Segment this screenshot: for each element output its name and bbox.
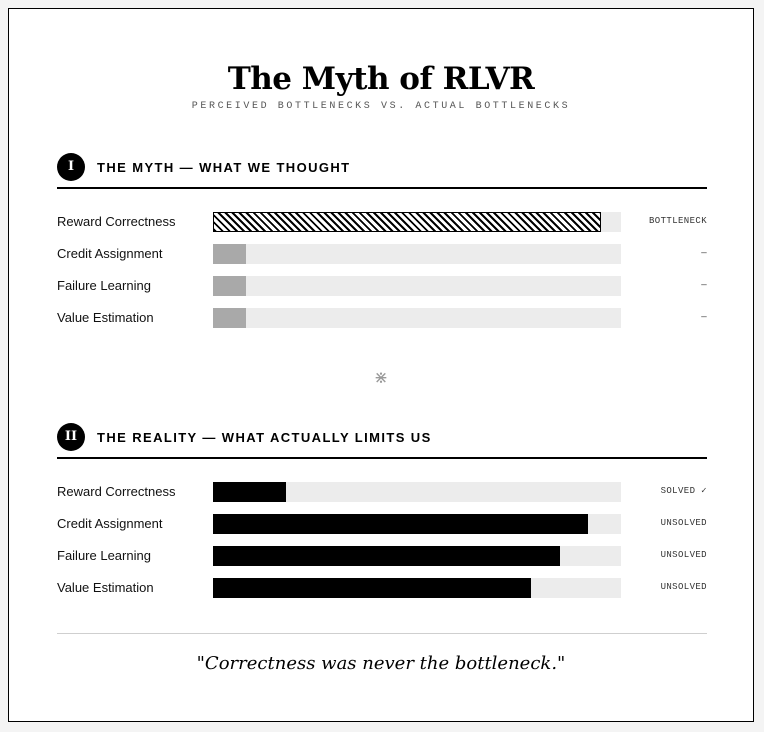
bar-fill [213, 308, 246, 328]
status-label: — [701, 248, 707, 258]
bar-track [213, 308, 621, 328]
bar-row [57, 546, 707, 566]
bar-fill [213, 578, 531, 598]
bar-track [213, 244, 621, 264]
bar-fill [213, 276, 246, 296]
bar-row [57, 308, 707, 328]
status-label: — [701, 280, 707, 290]
bar-track [213, 578, 621, 598]
bar-category-label: Value Estimation [57, 580, 154, 595]
bar-category-label: Reward Correctness [57, 214, 176, 229]
page-subtitle: PERCEIVED BOTTLENECKS VS. ACTUAL BOTTLENECKS [191, 101, 571, 112]
bar-fill [213, 212, 601, 232]
status-label: UNSOLVED [660, 550, 707, 560]
section-reality-title: THE REALITY — WHAT ACTUALLY LIMITS US [97, 430, 432, 445]
closing-quote: "Correctness was never the bottleneck." [196, 653, 566, 674]
section-reality-header [57, 423, 707, 459]
status-label: SOLVED ✓ [660, 486, 707, 496]
section-numeral-badge: I [57, 153, 85, 181]
bar-fill [213, 482, 286, 502]
footer-divider [57, 633, 707, 634]
section-numeral-badge: II [57, 423, 85, 451]
bar-category-label: Credit Assignment [57, 516, 163, 531]
bar-row [57, 578, 707, 598]
status-label: — [701, 312, 707, 322]
section-myth-title: THE MYTH — WHAT WE THOUGHT [97, 160, 351, 175]
bar-category-label: Failure Learning [57, 278, 151, 293]
bar-row [57, 244, 707, 264]
bar-fill [213, 546, 560, 566]
bar-category-label: Credit Assignment [57, 246, 163, 261]
bar-row [57, 276, 707, 296]
section-myth-header [57, 153, 707, 189]
bar-row [57, 514, 707, 534]
status-label: UNSOLVED [660, 582, 707, 592]
bar-track [213, 212, 621, 232]
status-label: UNSOLVED [660, 518, 707, 528]
bar-fill [213, 244, 246, 264]
bar-fill [213, 514, 588, 534]
status-label: BOTTLENECK [648, 216, 707, 226]
bar-track [213, 514, 621, 534]
infographic-card [8, 8, 754, 722]
bar-track [213, 546, 621, 566]
bar-row [57, 212, 707, 232]
bar-track [213, 482, 621, 502]
divider-ornament-icon: ⋇ [373, 368, 389, 387]
bar-row [57, 482, 707, 502]
bar-category-label: Value Estimation [57, 310, 154, 325]
bar-category-label: Reward Correctness [57, 484, 176, 499]
bar-category-label: Failure Learning [57, 548, 151, 563]
bar-track [213, 276, 621, 296]
page-title: The Myth of RLVR [227, 61, 535, 97]
